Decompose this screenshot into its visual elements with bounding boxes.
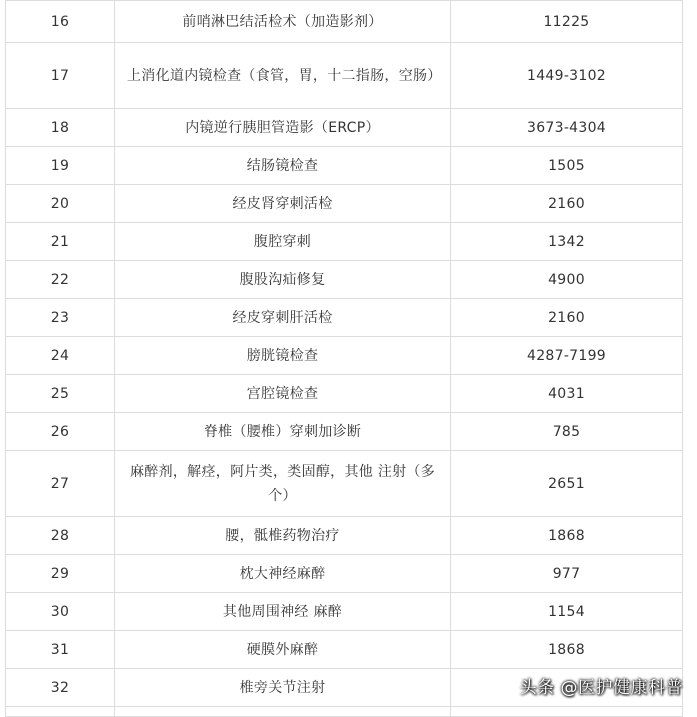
row-number: 26 bbox=[6, 413, 115, 451]
procedure-name: 脊椎（腰椎）穿刺加诊断 bbox=[115, 413, 451, 451]
table-row bbox=[6, 1, 683, 43]
row-number: 25 bbox=[6, 375, 115, 413]
table-row bbox=[6, 593, 683, 631]
row-number: 16 bbox=[6, 1, 115, 43]
procedure-name: 经皮肾穿刺活检 bbox=[115, 185, 451, 223]
procedure-price: 785 bbox=[451, 413, 683, 451]
watermark: 头条 @医护健康科普 bbox=[519, 678, 683, 698]
procedure-name: 前哨淋巴结活检术（加造影剂） bbox=[115, 1, 451, 43]
row-number: 20 bbox=[6, 185, 115, 223]
procedure-price: 1505 bbox=[451, 147, 683, 185]
table-row bbox=[6, 185, 683, 223]
procedure-name: 腰，骶椎药物治疗 bbox=[115, 517, 451, 555]
table-row bbox=[6, 299, 683, 337]
row-number: 27 bbox=[6, 451, 115, 517]
table-row bbox=[6, 261, 683, 299]
table-row bbox=[6, 451, 683, 517]
row-number: 30 bbox=[6, 593, 115, 631]
procedure-name: 结肠镜检查 bbox=[115, 147, 451, 185]
table-row bbox=[6, 375, 683, 413]
row-number: 23 bbox=[6, 299, 115, 337]
procedure-name: 膀胱镜检查 bbox=[115, 337, 451, 375]
procedure-price: 3673-4304 bbox=[451, 109, 683, 147]
table-row bbox=[6, 147, 683, 185]
row-number: 24 bbox=[6, 337, 115, 375]
procedure-price: 1154 bbox=[451, 593, 683, 631]
table-row bbox=[6, 223, 683, 261]
procedure-price: 1449-3102 bbox=[451, 43, 683, 109]
procedure-name: 其他周围神经 麻醉 bbox=[115, 593, 451, 631]
procedure-price: 4900 bbox=[451, 261, 683, 299]
procedure-name: 内镜逆行胰胆管造影（ERCP） bbox=[115, 109, 451, 147]
table-row bbox=[6, 109, 683, 147]
procedure-name: 经皮穿刺肝活检 bbox=[115, 299, 451, 337]
procedure-price: 4287-7199 bbox=[451, 337, 683, 375]
empty-cell bbox=[115, 707, 451, 717]
procedure-price: 1868 bbox=[451, 517, 683, 555]
procedure-name: 硬膜外麻醉 bbox=[115, 631, 451, 669]
row-number: 19 bbox=[6, 147, 115, 185]
procedure-price: 2160 bbox=[451, 299, 683, 337]
procedure-price: 2651 bbox=[451, 451, 683, 517]
row-number: 28 bbox=[6, 517, 115, 555]
row-number: 31 bbox=[6, 631, 115, 669]
empty-cell bbox=[451, 707, 683, 717]
table-row bbox=[6, 555, 683, 593]
procedure-name: 枕大神经麻醉 bbox=[115, 555, 451, 593]
table-row bbox=[6, 413, 683, 451]
table-row bbox=[6, 517, 683, 555]
table-row bbox=[6, 337, 683, 375]
procedure-price: 2160 bbox=[451, 185, 683, 223]
table-row bbox=[6, 707, 683, 717]
row-number: 21 bbox=[6, 223, 115, 261]
row-number: 18 bbox=[6, 109, 115, 147]
procedure-price: 11225 bbox=[451, 1, 683, 43]
procedure-price: 4031 bbox=[451, 375, 683, 413]
table-row bbox=[6, 43, 683, 109]
procedure-price: 977 bbox=[451, 555, 683, 593]
procedure-price: 1868 bbox=[451, 631, 683, 669]
procedure-price-table bbox=[5, 0, 683, 717]
procedure-name: 腹股沟疝修复 bbox=[115, 261, 451, 299]
row-number: 32 bbox=[6, 669, 115, 707]
row-number: 29 bbox=[6, 555, 115, 593]
row-number: 22 bbox=[6, 261, 115, 299]
procedure-name: 宫腔镜检查 bbox=[115, 375, 451, 413]
procedure-name: 麻醉剂，解痉，阿片类，类固醇，其他 注射（多个） bbox=[115, 451, 451, 517]
procedure-name: 腹腔穿刺 bbox=[115, 223, 451, 261]
table-row bbox=[6, 631, 683, 669]
procedure-name: 上消化道内镜检查（食管，胃，十二指肠，空肠） bbox=[115, 43, 451, 109]
price-table-container bbox=[5, 0, 682, 717]
row-number: 17 bbox=[6, 43, 115, 109]
procedure-name: 椎旁关节注射 bbox=[115, 669, 451, 707]
procedure-price: 1342 bbox=[451, 223, 683, 261]
empty-cell bbox=[6, 707, 115, 717]
